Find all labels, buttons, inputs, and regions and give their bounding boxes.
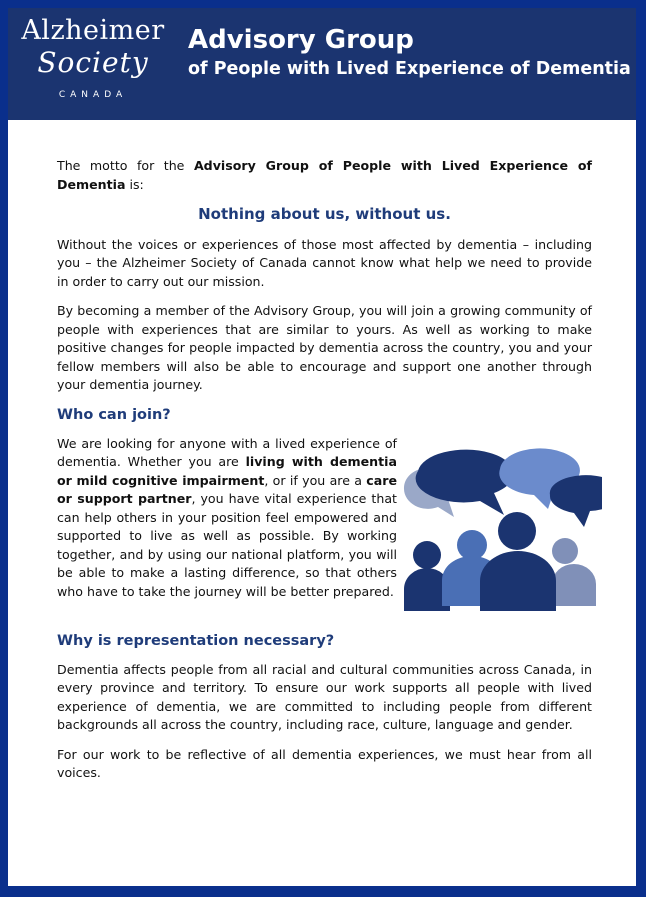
header-banner (8, 8, 636, 120)
who-can-join-paragraph (57, 435, 397, 602)
people-speech-bubbles-icon (402, 441, 602, 611)
join-bold-1: living with dementia or mild cognitive impairment (57, 454, 397, 488)
join-text-3: , you have vital experience that can help others in your position feel empowered and supported to live as well as possible. By working together, and by using our national platform, you will be able to make a lasting difference, so that others who have to take the journey will be better prepared. (57, 491, 397, 599)
motto-intro-post: is: (125, 176, 144, 192)
join-text-1: We are looking for anyone with a lived experience of dementia. Whether you are (57, 435, 397, 469)
join-bold-2: care or support partner (57, 472, 398, 506)
page-subtitle: of People with Lived Experience of Dementia (188, 59, 631, 79)
document-content (57, 157, 592, 783)
join-text-2: , or if you are a (264, 472, 367, 488)
motto-intro-pre: The motto for the (57, 158, 194, 173)
document-page (8, 120, 636, 886)
representation-paragraph-2: For our work to be reflective of all dementia experiences, we must hear from all voices. (57, 746, 592, 780)
logo-line-3: CANADA (58, 90, 128, 100)
motto: Nothing about us, without us. (198, 205, 451, 223)
intro-paragraph-voices: Without the voices or experiences of those most affected by dementia – including you – the Alzheimer Society of Canada cannot know what help we need to provide in order to carry out our mission. (57, 236, 592, 289)
who-can-join-section (57, 435, 592, 621)
page-title: Advisory Group (188, 25, 414, 55)
intro-paragraph-membership: By becoming a member of the Advisory Group, you will join a growing community of people with experiences that are similar to yours. As well as working to make positive changes for people impacted by dementia across the country, you and your fellow members will also be able to encourage and support one another through your dementia journey. (57, 303, 592, 392)
group-name: Advisory Group of People with Lived Experience of Dementia (57, 158, 593, 192)
representation-paragraph-1: Dementia affects people from all racial and cultural communities across Canada, in every province and territory. To ensure our work supports all people with lived experience of dementia, we are committed to including people from different backgrounds all across the country, including race, culture, language and gender. (57, 661, 592, 732)
representation-heading: Why is representation necessary? (57, 632, 335, 649)
logo-line-1: Alzheimer (21, 15, 165, 46)
alzheimer-society-logo (18, 12, 168, 112)
logo-line-2: Society (37, 46, 149, 79)
motto-intro (57, 157, 592, 194)
who-can-join-heading: Who can join? (57, 406, 171, 423)
